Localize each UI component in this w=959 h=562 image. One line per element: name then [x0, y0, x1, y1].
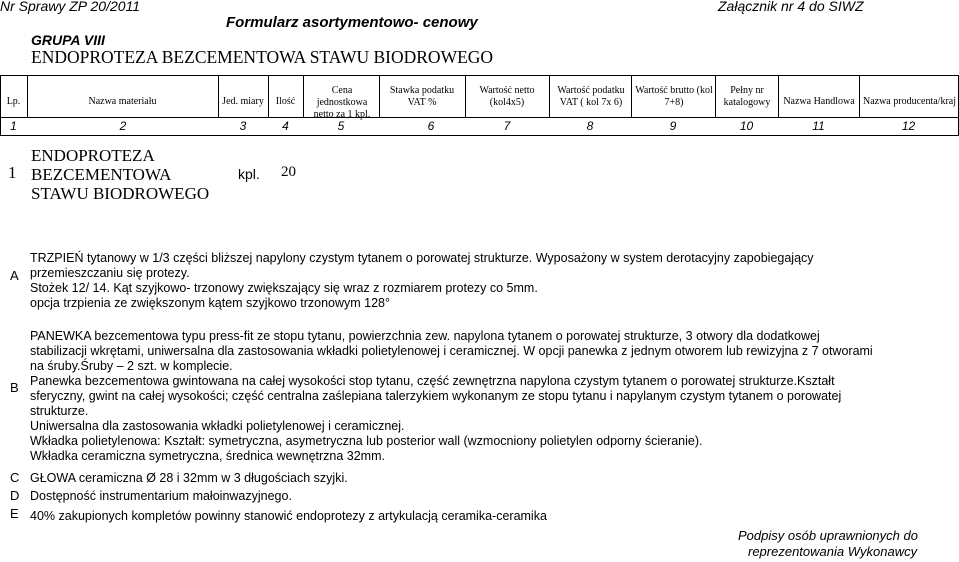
- section-b-line: na śruby.Śruby – 2 szt. w komplecie.: [30, 359, 233, 373]
- col-header-material-name: Nazwa materiału: [88, 96, 157, 107]
- col-header-gross-value: Wartość brutto (kol 7+8): [635, 85, 713, 108]
- col-number: 4: [282, 119, 289, 133]
- section-letter-e: E: [10, 506, 19, 521]
- table-top-border: [0, 75, 959, 76]
- row-lp: 1: [8, 163, 17, 182]
- number-row-border: [0, 135, 959, 136]
- col-header-manufacturer: Nazwa producenta/kraj: [862, 96, 956, 107]
- col-header-unit-price: Cena jednostkowa netto za 1 kpl.: [313, 85, 371, 120]
- section-b-line: stabilizacji wkrętami, uniwersalna dla zastosowania wkładki polietylenowej i ceramicznej. W opcji panewka z jednym otworem lub rewizyjna z 7 otworami: [30, 344, 873, 358]
- section-letter-d: D: [10, 488, 20, 503]
- col-header-trade-name: Nazwa Handlowa: [783, 96, 855, 107]
- section-letter-b: B: [10, 380, 19, 395]
- section-letter-c: C: [10, 470, 20, 485]
- col-number: 10: [739, 119, 754, 133]
- section-b-line: Wkładka polietylenowa: Kształt: symetryczna, asymetryczna lub posterior wall (wzmocniony polietylen odporny ścieranie).: [30, 434, 703, 448]
- row-material-name: [31, 146, 209, 203]
- form-title: Formularz asortymentowo- cenowy: [226, 14, 478, 31]
- section-e-text: 40% zakupionych kompletów powinny stanowić endoprotezy z artykulacją ceramika-ceramika: [30, 509, 547, 523]
- row-material-name-line: STAWU BIODROWEGO: [31, 184, 210, 203]
- section-a-line: przemieszczaniu się protezy.: [30, 266, 190, 280]
- col-number: 7: [503, 119, 511, 133]
- section-d-text: Dostępność instrumentarium małoinwazyjnego.: [30, 489, 292, 503]
- section-a-line: TRZPIEŃ tytanowy w 1/3 części bliższej napylony czystym tytanem o porowatej strukturze. Wyposażony w system derotacyjny zapobiegający: [30, 251, 814, 265]
- col-header-unit: Jed. miary: [222, 96, 264, 107]
- section-a-line: opcja trzpienia ze zwiększonym kątem szyjkowo trzonowym 128°: [30, 296, 390, 310]
- col-number: 1: [10, 119, 17, 133]
- header-row-border: [0, 117, 959, 118]
- row-material-name-line: BEZCEMENTOWA: [31, 165, 172, 184]
- section-c-text: GŁOWA ceramiczna Ø 28 i 32mm w 3 długościach szyjki.: [30, 471, 348, 485]
- attachment-label: Załącznik nr 4 do SIWZ: [718, 0, 864, 14]
- col-number: 3: [239, 119, 247, 133]
- section-b-line: Panewka bezcementowa gwintowana na całej wysokości stop tytanu, część zewnętrzna napylona czystym tytanem o porowatej strukturze.Kształt: [30, 374, 835, 388]
- signature-line-2: reprezentowania Wykonawcy: [748, 544, 918, 559]
- section-b-line: PANEWKA bezcementowa typu press-fit ze stopu tytanu, powierzchnia zew. napylona tytanem o porowatej strukturze, 3 otwory dla dodatkowej: [30, 329, 820, 343]
- col-header-lp: Lp.: [6, 96, 21, 107]
- col-header-catalog-number: Pełny nr katalogowy: [723, 85, 771, 108]
- row-material-name-line: ENDOPROTEZA: [31, 146, 155, 165]
- row-unit: kpl.: [238, 166, 260, 182]
- col-number: 2: [119, 119, 127, 133]
- col-number: 9: [669, 119, 677, 133]
- group-label: GRUPA VIII: [31, 32, 105, 48]
- section-letter-a: A: [10, 268, 19, 283]
- col-number: 8: [586, 119, 594, 133]
- col-number: 11: [812, 119, 825, 133]
- section-b-text: [30, 329, 954, 464]
- section-a-text: [30, 251, 954, 311]
- col-number: 6: [427, 119, 435, 133]
- section-a-line: Stożek 12/ 14. Kąt szyjkowo- trzonowy zwiększający się wraz z rozmiarem protezy co 5mm.: [30, 281, 538, 295]
- section-b-line: sferyczny, gwint na całej wysokości; część centralna zaślepiana talerzykiem wykonanym ze stopu tytanu i napylanym czystym tytanem o porowatej: [30, 389, 842, 403]
- col-header-quantity: Ilość: [275, 96, 296, 107]
- col-number: 12: [901, 119, 916, 133]
- col-header-vat-value: Wartość podatku VAT ( kol 7x 6): [557, 85, 625, 108]
- section-b-line: Uniwersalna dla zastosowania wkładki polietylenowej i ceramicznej.: [30, 419, 405, 433]
- col-header-net-value: Wartość netto (kol4x5): [479, 85, 535, 108]
- product-title: ENDOPROTEZA BEZCEMENTOWA STAWU BIODROWEGO: [31, 47, 494, 67]
- col-header-vat-rate: Stawka podatku VAT %: [389, 85, 455, 108]
- section-b-line: Wkładka ceramiczna symetryczna, średnica wewnętrzna 32mm.: [30, 449, 385, 463]
- row-quantity: 20: [281, 164, 296, 180]
- case-number: Nr Sprawy ZP 20/2011: [0, 0, 141, 14]
- col-number: 5: [337, 119, 345, 133]
- signature-line-1: Podpisy osób uprawnionych do: [738, 528, 918, 543]
- section-b-line: strukturze.: [30, 404, 89, 418]
